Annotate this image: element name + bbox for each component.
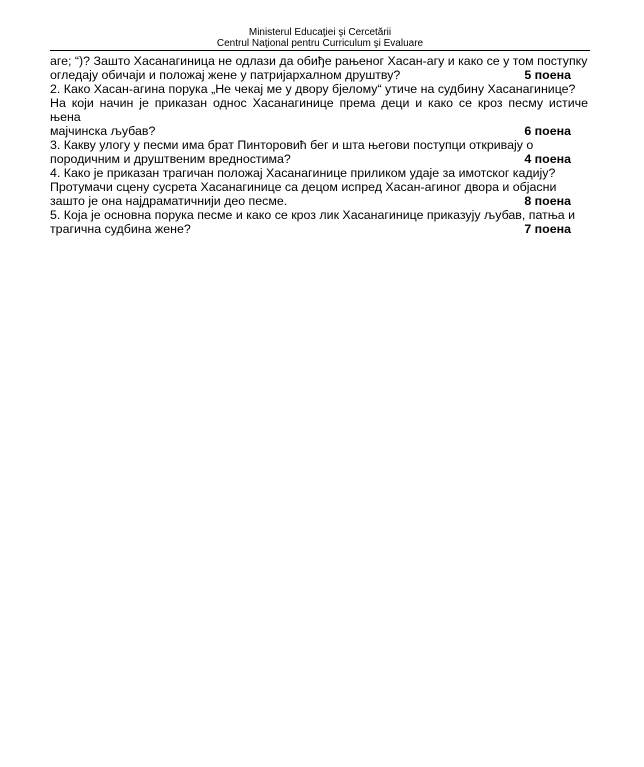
points-label: 4 поена	[524, 152, 571, 166]
questions-list	[50, 54, 588, 236]
question-2	[50, 82, 588, 138]
question-text-line: 4. Како је приказан трагичан положај Хасанагинице приликом удаје за имотског кадију?	[50, 166, 556, 180]
question-text-end: трагична судбина жене?	[50, 222, 191, 236]
question-text-line: Протумачи сцену сусрета Хасанагинице са децом испред Хасан-агиног двора и објасни	[50, 180, 557, 194]
question-final-line	[50, 68, 588, 82]
question-final-line	[50, 222, 588, 236]
question-text-line: На који начин је приказан однос Хасанагинице према деци и како се кроз песму истиче њена	[50, 96, 588, 124]
header-center: Centrul Naţional pentru Curriculum şi Evaluare	[216, 38, 424, 49]
question-final-line	[50, 194, 588, 208]
question-text-end: мајчинска љубав?	[50, 124, 156, 138]
question-text-end: огледају обичаји и положај жене у патријархалном друштву?	[50, 68, 401, 82]
header-ministry: Ministerul Educaţiei şi Cercetării	[248, 27, 392, 38]
question-1	[50, 54, 588, 82]
header-divider	[50, 50, 590, 51]
points-label: 7 поена	[524, 222, 571, 236]
question-final-line	[50, 152, 588, 166]
question-3	[50, 138, 588, 166]
points-label: 8 поена	[524, 194, 571, 208]
question-text-end: зашто је она најдраматичнији део песме.	[50, 194, 288, 208]
question-4	[50, 166, 588, 208]
page-header	[50, 27, 590, 49]
question-text-end: породичним и друштвеним вредностима?	[50, 152, 291, 166]
question-5	[50, 208, 588, 236]
points-label: 6 поена	[524, 124, 571, 138]
question-text-line: 2. Како Хасан-агина порука „Не чекај ме у двору бјелому“ утиче на судбину Хасанагинице?	[50, 82, 576, 96]
question-text-line: 5. Која је основна порука песме и како се кроз лик Хасанагинице приказују љубав, патња и	[50, 208, 576, 222]
question-final-line	[50, 124, 588, 138]
question-text-line: аге; “)? Зашто Хасанагиница не одлази да обиђе рањеног Хасан-агу и како се у том поступку	[50, 54, 588, 68]
question-text-line: 3. Какву улогу у песми има брат Пинторовић бег и шта његови поступци откривају о	[50, 138, 534, 152]
points-label: 5 поена	[524, 68, 571, 82]
